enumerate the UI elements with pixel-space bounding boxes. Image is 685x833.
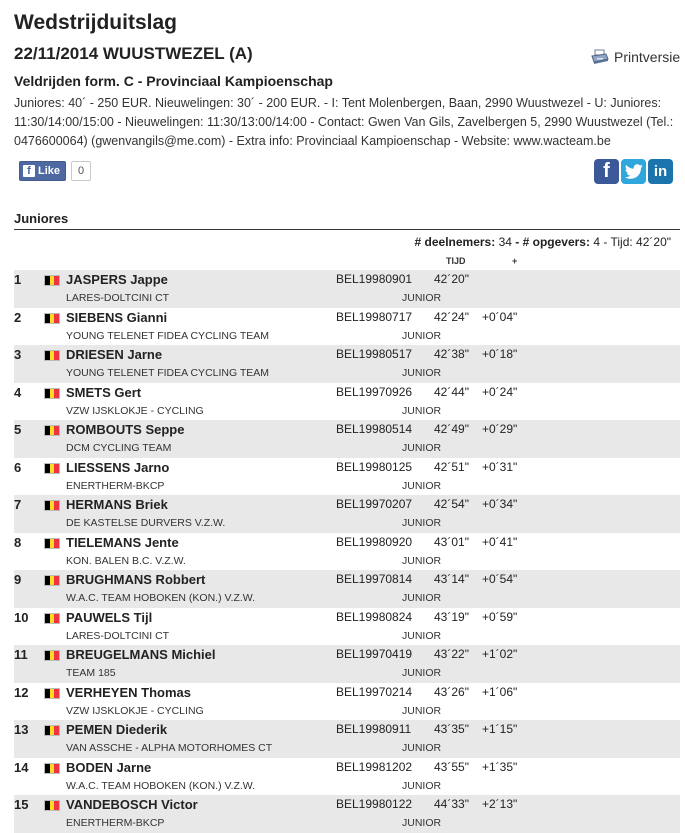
result-row: [14, 720, 680, 758]
belgium-flag-icon: [44, 388, 60, 399]
belgium-flag-icon: [44, 800, 60, 811]
rider-uci-id: BEL19970214: [336, 684, 413, 699]
rider-team: ENERTHERM-BKCP: [66, 817, 165, 829]
rider-name: BREUGELMANS Michiel: [66, 647, 216, 662]
rider-gap: +0´54": [482, 572, 518, 586]
rider-team: DE KASTELSE DURVERS V.Z.W.: [66, 517, 226, 529]
result-row: [14, 533, 680, 571]
rider-time: 43´35": [434, 722, 469, 736]
page-title: Wedstrijduitslag: [14, 11, 177, 34]
rider-time: 42´44": [434, 384, 469, 399]
rider-team: TEAM 185: [66, 667, 116, 679]
result-rank: 7: [14, 497, 22, 512]
rider-name: SIEBENS Gianni: [66, 309, 168, 325]
belgium-flag-icon: [44, 725, 60, 736]
rider-name: HERMANS Briek: [66, 497, 168, 512]
result-row: [14, 795, 680, 833]
facebook-icon: f: [23, 165, 35, 177]
result-row: [14, 458, 680, 496]
rider-gap: +0´18": [482, 347, 518, 361]
rider-time: 42´54": [434, 497, 469, 511]
rider-name: PEMEN Diederik: [66, 722, 168, 737]
rider-gap: +0´31": [482, 459, 518, 474]
rider-category: JUNIOR: [402, 779, 442, 792]
rider-name: BRUGHMANS Robbert: [66, 572, 206, 587]
rider-gap: +0´59": [482, 609, 518, 624]
race-date-location: 22/11/2014 WUUSTWEZEL (A): [14, 44, 253, 63]
rider-time: 43´01": [434, 534, 469, 549]
rider-time: 43´55": [434, 759, 469, 774]
rider-uci-id: BEL19980901: [336, 272, 413, 286]
rider-uci-id: BEL19981202: [336, 759, 413, 774]
rider-uci-id: BEL19980125: [336, 459, 413, 474]
rider-uci-id: BEL19980514: [336, 422, 413, 436]
rider-gap: +1´15": [482, 722, 518, 736]
result-rank: 3: [14, 347, 22, 362]
result-rank: 4: [14, 384, 22, 400]
result-rank: 12: [14, 684, 29, 700]
rider-team: VAN ASSCHE - ALPHA MOTORHOMES CT: [66, 742, 273, 754]
rider-time: 43´26": [434, 684, 469, 699]
rider-name: PAUWELS Tijl: [66, 609, 153, 625]
facebook-like-label: Like: [38, 165, 61, 177]
facebook-share-letter: f: [603, 160, 610, 182]
belgium-flag-icon: [44, 500, 60, 511]
facebook-like-count: 0: [71, 161, 91, 181]
rider-name: BODEN Jarne: [66, 759, 152, 775]
rider-category: JUNIOR: [402, 704, 442, 717]
rider-gap: +2´13": [482, 797, 518, 811]
rider-name: JASPERS Jappe: [66, 272, 168, 287]
result-row: [14, 645, 680, 683]
result-rank: 8: [14, 534, 22, 550]
rider-name: ROMBOUTS Seppe: [66, 422, 185, 437]
rider-uci-id: BEL19980920: [336, 534, 413, 549]
belgium-flag-icon: [44, 425, 60, 436]
participants-label: # deelnemers:: [414, 235, 496, 249]
race-info: Juniores: 40´ - 250 EUR. Nieuwelingen: 30´ - 200 EUR. - I: Tent Molenbergen, Baan, 2990 Wuustwezel - U: Juniores: 11:30/14:00/15:00 - Nieuwelingen: 11:30/13:00/14:00 - Contact: Gwen Van Gils, Zavelbergen 5, 2990 Wuustwezel (Tel.: 0476600064) (gwenvangils@me.com) - Extra info: Provinciaal Kampioenschap - Website: www.wacteam.be: [14, 96, 674, 148]
belgium-flag-icon: [44, 575, 60, 586]
social-share-bar: [594, 159, 673, 184]
rider-category: JUNIOR: [402, 554, 442, 567]
belgium-flag-icon: [44, 275, 60, 286]
rider-name: DRIESEN Jarne: [66, 347, 163, 362]
print-version-link[interactable]: [591, 49, 680, 65]
rider-category: JUNIOR: [402, 404, 442, 417]
result-row: [14, 270, 680, 308]
rider-team: LARES-DOLTCINI CT: [66, 292, 170, 304]
rider-time: 42´20": [434, 272, 469, 286]
result-rank: 13: [14, 722, 29, 737]
facebook-like-widget: [19, 161, 91, 181]
result-rank: 6: [14, 459, 22, 475]
rider-team: W.A.C. TEAM HOBOKEN (KON.) V.Z.W.: [66, 592, 256, 604]
result-rank: 11: [14, 647, 28, 662]
rider-time: 43´19": [434, 609, 469, 624]
time-label: - Tijd:: [603, 235, 633, 249]
printer-icon: [591, 49, 609, 65]
rider-time: 44´33": [434, 797, 469, 811]
rider-uci-id: BEL19970419: [336, 647, 413, 661]
rider-name: LIESSENS Jarno: [66, 459, 170, 475]
rider-category: JUNIOR: [402, 742, 442, 754]
rider-gap: +0´34": [482, 497, 518, 511]
rider-gap: +1´02": [482, 647, 518, 661]
rider-uci-id: BEL19980824: [336, 609, 413, 624]
belgium-flag-icon: [44, 613, 60, 624]
rider-time: 43´22": [434, 647, 469, 661]
rider-team: VZW IJSKLOKJE - CYCLING: [66, 404, 204, 417]
result-row: [14, 345, 680, 383]
rider-team: ENERTHERM-BKCP: [66, 479, 165, 492]
rider-category: JUNIOR: [402, 667, 442, 679]
belgium-flag-icon: [44, 313, 60, 324]
race-category: Veldrijden form. C - Provinciaal Kampioenschap: [14, 73, 333, 89]
column-header-time: TIJD: [446, 256, 466, 266]
belgium-flag-icon: [44, 688, 60, 699]
rider-team: LARES-DOLTCINI CT: [66, 629, 170, 642]
rider-name: TIELEMANS Jente: [66, 534, 179, 550]
rider-uci-id: BEL19980517: [336, 347, 413, 361]
facebook-share-icon[interactable]: [594, 159, 619, 184]
rider-category: JUNIOR: [402, 292, 442, 304]
rider-gap: +0´41": [482, 534, 518, 549]
rider-name: VANDEBOSCH Victor: [66, 797, 198, 812]
rider-team: KON. BALEN B.C. V.Z.W.: [66, 554, 186, 567]
result-row: [14, 683, 680, 721]
section-divider: [14, 229, 680, 230]
result-row: [14, 308, 680, 346]
result-rank: 14: [14, 759, 29, 775]
rider-gap: +1´06": [482, 684, 518, 699]
result-row: [14, 383, 680, 421]
rider-time: 42´49": [434, 422, 469, 436]
rider-uci-id: BEL19980717: [336, 309, 413, 324]
facebook-like-button[interactable]: [19, 161, 66, 181]
quitters-count: 4: [593, 235, 601, 249]
rider-category: JUNIOR: [402, 592, 442, 604]
linkedin-share-icon[interactable]: [648, 159, 673, 184]
rider-gap: +0´29": [482, 422, 518, 436]
belgium-flag-icon: [44, 463, 60, 474]
result-row: [14, 758, 680, 796]
result-rank: 5: [14, 422, 22, 437]
rider-time: 42´51": [434, 459, 469, 474]
rider-category: JUNIOR: [402, 817, 442, 829]
belgium-flag-icon: [44, 538, 60, 549]
rider-category: JUNIOR: [402, 629, 442, 642]
race-summary: [415, 235, 671, 249]
quitters-label: - # opgevers:: [515, 235, 590, 249]
winning-time: 42´20": [636, 235, 671, 249]
result-row: [14, 608, 680, 646]
rider-team: W.A.C. TEAM HOBOKEN (KON.) V.Z.W.: [66, 779, 256, 792]
rider-uci-id: BEL19970207: [336, 497, 413, 511]
rider-gap: +0´24": [482, 384, 518, 399]
rider-uci-id: BEL19980122: [336, 797, 413, 811]
belgium-flag-icon: [44, 350, 60, 361]
results-table: [14, 270, 680, 833]
rider-time: 43´14": [434, 572, 469, 586]
rider-time: 42´38": [434, 347, 469, 361]
rider-team: DCM CYCLING TEAM: [66, 442, 172, 454]
result-rank: 10: [14, 609, 29, 625]
rider-category: JUNIOR: [402, 329, 442, 342]
result-row: [14, 420, 680, 458]
twitter-share-icon[interactable]: [621, 159, 646, 184]
result-row: [14, 495, 680, 533]
result-rank: 15: [14, 797, 29, 812]
rider-category: JUNIOR: [402, 367, 442, 379]
rider-uci-id: BEL19970926: [336, 384, 413, 399]
result-rank: 9: [14, 572, 22, 587]
rider-category: JUNIOR: [402, 479, 442, 492]
column-header-gap: +: [512, 256, 518, 266]
result-rank: 2: [14, 309, 22, 325]
participants-count: 34: [498, 235, 512, 249]
rider-uci-id: BEL19980911: [336, 722, 412, 736]
rider-team: YOUNG TELENET FIDEA CYCLING TEAM: [66, 367, 270, 379]
rider-gap: +1´35": [482, 759, 518, 774]
result-rank: 1: [14, 272, 22, 287]
belgium-flag-icon: [44, 650, 60, 661]
section-title: Juniores: [14, 211, 69, 226]
result-row: [14, 570, 680, 608]
rider-category: JUNIOR: [402, 442, 442, 454]
twitter-bird-icon: [624, 164, 644, 180]
rider-name: SMETS Gert: [66, 384, 142, 400]
rider-category: JUNIOR: [402, 517, 442, 529]
print-version-label: Printversie: [614, 49, 681, 65]
rider-team: YOUNG TELENET FIDEA CYCLING TEAM: [66, 329, 270, 342]
rider-uci-id: BEL19970814: [336, 572, 413, 586]
rider-team: VZW IJSKLOKJE - CYCLING: [66, 704, 204, 717]
rider-name: VERHEYEN Thomas: [66, 684, 191, 700]
belgium-flag-icon: [44, 763, 60, 774]
rider-gap: +0´04": [482, 309, 518, 324]
linkedin-share-letters: in: [653, 163, 668, 180]
rider-time: 42´24": [434, 309, 469, 324]
